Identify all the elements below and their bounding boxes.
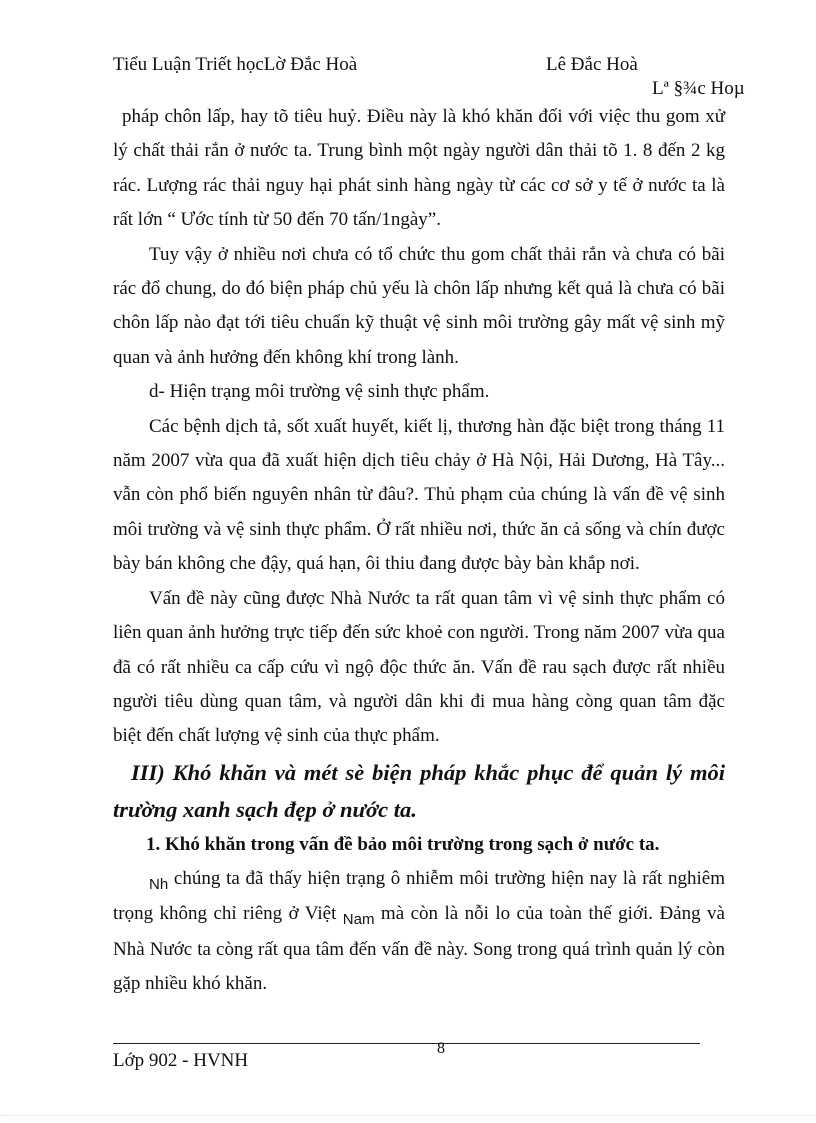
page-bottom-dotted-line [0, 1115, 816, 1116]
paragraph-5: Vấn đề này cũng được Nhà Nước ta rất quan tâm vì vệ sinh thực phẩm có liên quan ảnh hưởng trực tiếp đến sức khoẻ con người. Trong năm 2007 vừa qua đã có rất nhiều ca cấp cứu vì ngộ độc thức ăn. Vấn đề rau sạch được rất nhiều người tiêu dùng quan tâm, và người dân khi đi mua hàng còng quan tâm đặc biệt đến chất lượng vệ sinh của thực phẩm. [113, 587, 725, 747]
paragraph-1: pháp chôn lấp, hay tõ tiêu huỷ. Điều này là khó khăn đối với việc thu gom xử lý chất thải rắn ở nước ta. Trung bình một ngày người dân thải tõ 1. 8 đến 2 kg rác. Lượng rác thải nguy hại phát sinh hàng ngày từ các cơ sở y tế ở nước ta là rất lớn “ Ước tính từ 50 đến 70 tấn/1ngày”. [113, 106, 725, 231]
paragraph-6-nh: Nh [149, 875, 169, 893]
paragraph-6 [113, 862, 725, 1002]
section-heading: III) Khó khăn và mét sè biện pháp khắc phục để quản lý môi trường xanh sạch đẹp ở nước ta. [113, 759, 725, 822]
paragraph-4: Các bệnh dịch tả, sốt xuất huyết, kiết lị, thương hàn đặc biệt trong tháng 11 năm 2007 vừa qua đã xuất hiện dịch tiêu chảy ở Hà Nội, Hải Dương, Hà Tây... vẫn còn phổ biến nguyên nhân từ đâu?. Thủ phạm của chúng là vấn đề vệ sinh môi trường và vệ sinh thực phẩm. Ở rất nhiều nơi, thức ăn cả sống và chín được bày bán không che đậy, quá hạn, ôi thiu đang được bày bàn khắp nơi. [113, 415, 725, 575]
header-left-title: Tiểu Luận Triết họcLờ Đắc Hoà [113, 54, 358, 75]
footer-class-label: Lớp 902 - HVNH [113, 1050, 249, 1071]
header-author: Lê Đắc Hoà [546, 54, 638, 75]
footer-rule [113, 1043, 700, 1044]
paragraph-2: Tuy vậy ở nhiều nơi chưa có tổ chức thu gom chất thải rắn và chưa có bãi rác đổ chung, do đó biện pháp chủ yếu là chôn lấp nhưng kết quả là chưa có bãi chôn lấp nào đạt tới tiêu chuẩn kỹ thuật vệ sinh môi trường gây mất vệ sinh mỹ quan và ảnh hưởng đến không khí trong lành. [113, 243, 725, 368]
header-author-garbled: Lª §¾c Hoµ [652, 78, 745, 99]
paragraph-6-part-a: chúng ta đã thấy hiện trạng ô nhiễm môi trường hiện nay là rất nghiêm trọng không chỉ riêng ở Việt [113, 867, 725, 925]
paragraph-6-part-b: mà còn là nỗi lo của toàn thế giới. Đảng và Nhà Nước ta còng rất qua tâm đến vấn đề này. Song trong quá trình quản lý còn gặp nhiều khó khăn. [113, 903, 725, 994]
page-number: 8 [437, 1040, 445, 1057]
sub-heading: 1. Khó khăn trong vấn đề bảo môi trường trong sạch ở nước ta. [146, 833, 660, 855]
body-text [113, 100, 725, 1001]
paragraph-6-nam: Nam [342, 911, 375, 929]
paragraph-3-subheading: d- Hiện trạng môi trường vệ sinh thực phẩm. [149, 381, 490, 403]
